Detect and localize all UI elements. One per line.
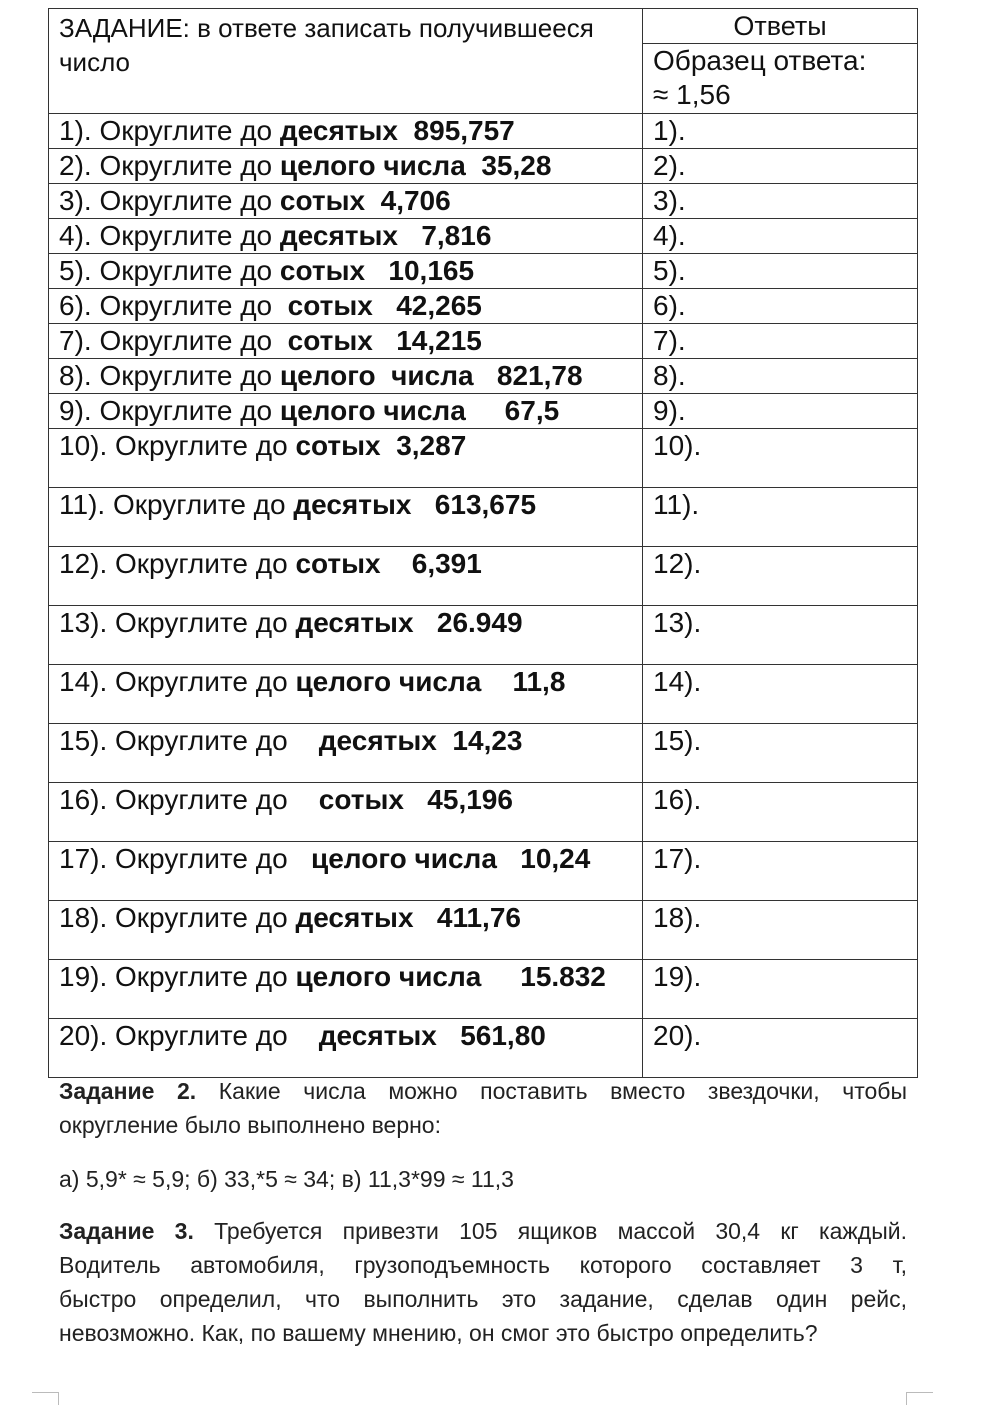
task-value: 10,24 xyxy=(496,843,591,874)
answers-header: Ответы xyxy=(643,9,918,44)
task-prefix: Округлите до xyxy=(91,290,288,321)
task-value: 11,8 xyxy=(481,666,566,697)
answer-cell[interactable] xyxy=(643,359,918,394)
answer-cell[interactable] xyxy=(643,960,918,1019)
task-cell xyxy=(49,184,643,219)
rounding-place: десятых xyxy=(318,1020,437,1051)
rounding-place: сотых xyxy=(279,255,366,286)
task-number: 4). xyxy=(59,220,92,251)
task-number: 20). xyxy=(59,1020,108,1051)
task-value: 4,706 xyxy=(365,185,451,216)
task-number: 9). xyxy=(59,395,92,426)
task-prefix: Округлите до xyxy=(107,548,296,579)
task-prefix: Округлите до xyxy=(91,150,280,181)
task-prefix: Округлите до xyxy=(107,961,296,992)
rounding-place: сотых xyxy=(279,185,366,216)
task-cell xyxy=(49,219,643,254)
answer-cell[interactable] xyxy=(643,219,918,254)
task-number: 10). xyxy=(59,430,108,461)
table-row xyxy=(49,429,918,488)
task-number: 15). xyxy=(59,725,108,756)
answer-number: 3). xyxy=(653,185,686,216)
task-label: ЗАДАНИЕ: xyxy=(59,13,190,43)
answer-number: 7). xyxy=(653,325,686,356)
task-cell xyxy=(49,289,643,324)
task-prefix: Округлите до xyxy=(107,902,296,933)
task-value: 14,215 xyxy=(372,325,482,356)
answer-cell[interactable] xyxy=(643,783,918,842)
rounding-place: сотых xyxy=(295,430,381,461)
rounding-table xyxy=(48,8,918,1078)
rounding-place: сотых xyxy=(295,548,381,579)
task3-line2: Водитель автомобиля, грузоподъемность которого составляет 3 т, xyxy=(59,1252,907,1278)
task-prefix: Округлите до xyxy=(107,725,319,756)
rounding-place: десятых xyxy=(318,725,437,756)
task-cell xyxy=(49,149,643,184)
task-prefix: Округлите до xyxy=(107,430,296,461)
task-number: 2). xyxy=(59,150,92,181)
task-value: 10,165 xyxy=(365,255,475,286)
task-value: 35,28 xyxy=(465,150,552,181)
rounding-place: целого числа xyxy=(295,961,482,992)
answer-number: 4). xyxy=(653,220,686,251)
table-row xyxy=(49,488,918,547)
task-value: 45,196 xyxy=(403,784,513,815)
task-prefix: Округлите до xyxy=(107,784,319,815)
table-row xyxy=(49,901,918,960)
task3-line4: невозможно. Как, по вашему мнению, он смог это быстро определить? xyxy=(59,1320,818,1346)
task-value: 14,23 xyxy=(436,725,523,756)
rounding-place: десятых xyxy=(295,902,414,933)
answer-cell[interactable] xyxy=(643,488,918,547)
task-number: 12). xyxy=(59,548,108,579)
table-row xyxy=(49,842,918,901)
task-value: 7,816 xyxy=(397,220,492,251)
task2-examples: а) 5,9* ≈ 5,9; б) 33,*5 ≈ 34; в) 11,3*99 ≈ 11,3 xyxy=(59,1166,514,1192)
task-number: 7). xyxy=(59,325,92,356)
task-instruction: в ответе записать получившееся число xyxy=(59,13,594,77)
task-number: 11). xyxy=(59,489,106,520)
table-row xyxy=(49,606,918,665)
table-row xyxy=(49,547,918,606)
rounding-place: десятых xyxy=(295,607,414,638)
task-cell xyxy=(49,394,643,429)
answer-cell[interactable] xyxy=(643,254,918,289)
table-row xyxy=(49,665,918,724)
task-prefix: Округлите до xyxy=(107,1020,319,1051)
task-cell xyxy=(49,901,643,960)
answer-number: 1). xyxy=(653,115,686,146)
rounding-place: целого числа xyxy=(279,360,474,391)
task-value: 15.832 xyxy=(481,961,606,992)
rounding-place: целого числа xyxy=(279,150,466,181)
table-row xyxy=(49,783,918,842)
task-prefix: Округлите до xyxy=(91,360,280,391)
task-cell xyxy=(49,724,643,783)
task-value: 6,391 xyxy=(380,548,482,579)
table-row xyxy=(49,114,918,149)
table-row xyxy=(49,254,918,289)
rounding-place: сотых xyxy=(287,290,373,321)
answer-number: 12). xyxy=(653,548,702,579)
task-cell xyxy=(49,783,643,842)
table-row xyxy=(49,219,918,254)
answer-cell[interactable] xyxy=(643,429,918,488)
answer-cell[interactable] xyxy=(643,324,918,359)
page-corner-mark-right xyxy=(906,1392,933,1405)
task2-label: Задание 2. xyxy=(59,1078,197,1104)
table-row xyxy=(49,394,918,429)
answer-number: 14). xyxy=(653,666,702,697)
table-row xyxy=(49,960,918,1019)
task-cell xyxy=(49,1019,643,1078)
answer-cell[interactable] xyxy=(643,394,918,429)
answer-cell[interactable] xyxy=(643,184,918,219)
task-number: 8). xyxy=(59,360,92,391)
task3-line1 xyxy=(59,1214,907,1248)
task-prefix: Округлите до xyxy=(91,325,288,356)
sample-answer-label: Образец ответа: xyxy=(653,45,867,77)
task-header-cell xyxy=(49,9,643,114)
task-prefix: Округлите до xyxy=(107,843,312,874)
task-value: 821,78 xyxy=(473,360,583,391)
answer-number: 20). xyxy=(653,1020,702,1051)
answer-number: 16). xyxy=(653,784,702,815)
rounding-place: целого числа xyxy=(295,666,482,697)
task-value: 67,5 xyxy=(465,395,560,426)
task-cell xyxy=(49,842,643,901)
rounding-place: целого числа xyxy=(279,395,466,426)
task-cell xyxy=(49,606,643,665)
answer-cell[interactable] xyxy=(643,842,918,901)
task-cell xyxy=(49,547,643,606)
task-number: 6). xyxy=(59,290,92,321)
rounding-place: целого числа xyxy=(311,843,497,874)
table-row xyxy=(49,359,918,394)
answer-cell[interactable] xyxy=(643,665,918,724)
rounding-place: десятых xyxy=(293,489,412,520)
task-value: 561,80 xyxy=(436,1020,546,1051)
task3-block xyxy=(59,1214,907,1350)
task-value: 3,287 xyxy=(380,430,467,461)
task-cell xyxy=(49,960,643,1019)
answer-cell[interactable] xyxy=(643,114,918,149)
answer-cell[interactable] xyxy=(643,606,918,665)
task-number: 3). xyxy=(59,185,92,216)
task-prefix: Округлите до xyxy=(107,607,296,638)
page-corner-mark-left xyxy=(32,1392,59,1405)
task-number: 1). xyxy=(59,115,92,146)
answer-number: 9). xyxy=(653,395,686,426)
task-number: 5). xyxy=(59,255,92,286)
task-prefix: Округлите до xyxy=(91,395,280,426)
answer-number: 10). xyxy=(653,430,702,461)
rounding-place: десятых xyxy=(279,115,398,146)
answer-number: 5). xyxy=(653,255,686,286)
task3-label: Задание 3. xyxy=(59,1218,194,1244)
task-prefix: Округлите до xyxy=(91,255,280,286)
task-cell xyxy=(49,665,643,724)
answer-cell[interactable] xyxy=(643,547,918,606)
table-row xyxy=(49,149,918,184)
task-number: 16). xyxy=(59,784,108,815)
table-row xyxy=(49,1019,918,1078)
rounding-place: сотых xyxy=(318,784,404,815)
answer-cell[interactable] xyxy=(643,724,918,783)
answer-number: 17). xyxy=(653,843,702,874)
table-row xyxy=(49,289,918,324)
task2-line1 xyxy=(59,1074,907,1108)
table-row xyxy=(49,324,918,359)
task-cell xyxy=(49,324,643,359)
task-value: 411,76 xyxy=(413,902,521,933)
task-number: 17). xyxy=(59,843,108,874)
answer-number: 2). xyxy=(653,150,686,181)
sample-answer-cell xyxy=(643,44,918,114)
sample-answer-value: ≈ 1,56 xyxy=(653,79,731,111)
task-number: 14). xyxy=(59,666,108,697)
task-cell xyxy=(49,429,643,488)
task-cell xyxy=(49,254,643,289)
answer-cell[interactable] xyxy=(643,289,918,324)
answer-cell[interactable] xyxy=(643,1019,918,1078)
table-row xyxy=(49,724,918,783)
answer-number: 18). xyxy=(653,902,702,933)
task-value: 613,675 xyxy=(411,489,537,520)
answer-number: 19). xyxy=(653,961,702,992)
task-value: 42,265 xyxy=(372,290,482,321)
task-prefix: Округлите до xyxy=(105,489,294,520)
answer-number: 11). xyxy=(653,489,700,520)
task-number: 19). xyxy=(59,961,108,992)
table-row xyxy=(49,184,918,219)
task-prefix: Округлите до xyxy=(91,220,280,251)
rounding-place: сотых xyxy=(287,325,373,356)
rounding-place: десятых xyxy=(279,220,398,251)
task2-line2: округление было выполнено верно: xyxy=(59,1112,441,1138)
answer-number: 8). xyxy=(653,360,686,391)
task-cell xyxy=(49,488,643,547)
answer-cell[interactable] xyxy=(643,149,918,184)
task2-text1: Какие числа можно поставить вместо звездочки, чтобы xyxy=(196,1078,907,1104)
task-cell xyxy=(49,359,643,394)
task-prefix: Округлите до xyxy=(91,115,280,146)
task-value: 26.949 xyxy=(413,607,523,638)
task-cell xyxy=(49,114,643,149)
task-value: 895,757 xyxy=(397,115,515,146)
task-prefix: Округлите до xyxy=(107,666,296,697)
task3-text1: Требуется привезти 105 ящиков массой 30,4 кг каждый. xyxy=(193,1218,907,1244)
task-prefix: Округлите до xyxy=(91,185,280,216)
answer-number: 13). xyxy=(653,607,702,638)
task3-line3: быстро определил, что выполнить это задание, сделав один рейс, xyxy=(59,1286,907,1312)
answer-number: 15). xyxy=(653,725,702,756)
answer-number: 6). xyxy=(653,290,686,321)
task-number: 13). xyxy=(59,607,108,638)
task-number: 18). xyxy=(59,902,108,933)
answer-cell[interactable] xyxy=(643,901,918,960)
